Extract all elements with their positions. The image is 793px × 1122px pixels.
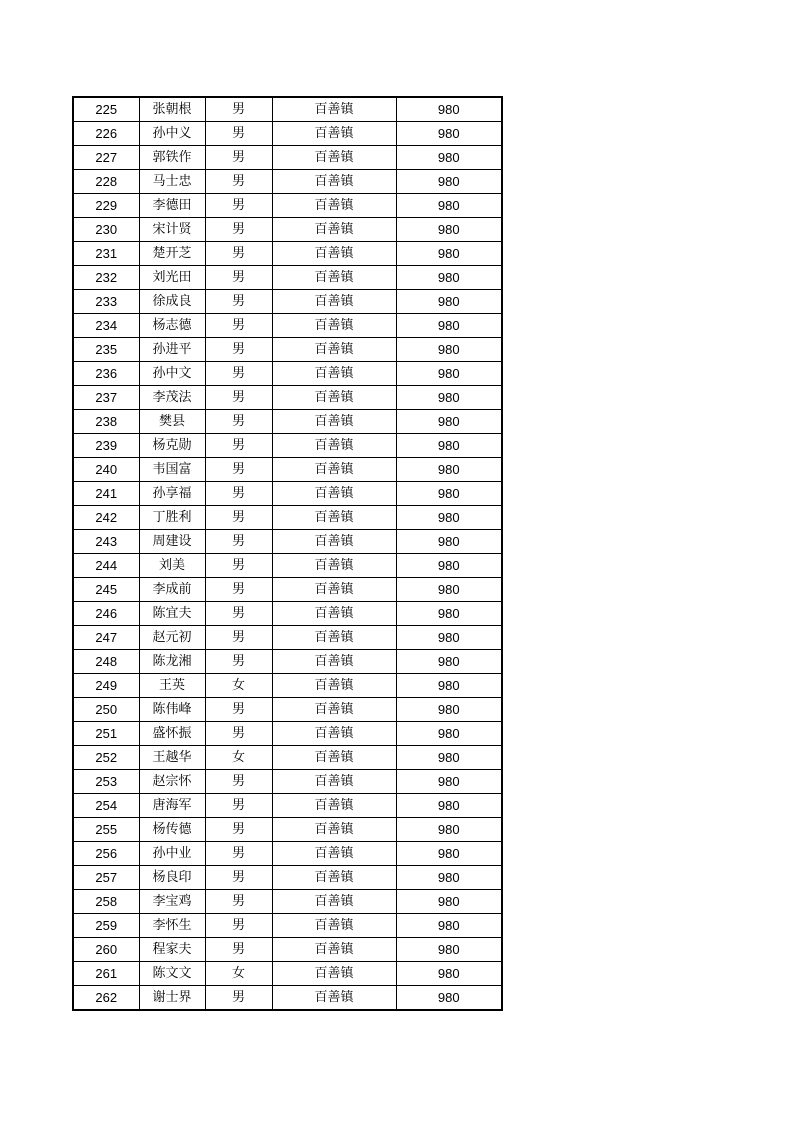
cell-number: 239 — [73, 434, 139, 458]
cell-name: 孙中业 — [139, 842, 205, 866]
cell-amount: 980 — [396, 530, 502, 554]
cell-amount: 980 — [396, 122, 502, 146]
cell-amount: 980 — [396, 410, 502, 434]
cell-gender: 男 — [205, 530, 272, 554]
cell-name: 李宝鸡 — [139, 890, 205, 914]
cell-name: 韦国富 — [139, 458, 205, 482]
cell-name: 杨良印 — [139, 866, 205, 890]
cell-number: 237 — [73, 386, 139, 410]
cell-name: 张朝根 — [139, 97, 205, 122]
cell-number: 255 — [73, 818, 139, 842]
cell-number: 227 — [73, 146, 139, 170]
cell-amount: 980 — [396, 506, 502, 530]
cell-gender: 男 — [205, 338, 272, 362]
cell-gender: 男 — [205, 554, 272, 578]
cell-town: 百善镇 — [272, 338, 396, 362]
cell-gender: 男 — [205, 314, 272, 338]
cell-number: 262 — [73, 986, 139, 1011]
cell-amount: 980 — [396, 842, 502, 866]
cell-name: 程家夫 — [139, 938, 205, 962]
table-row — [73, 938, 502, 962]
table-row — [73, 674, 502, 698]
cell-amount: 980 — [396, 290, 502, 314]
cell-number: 230 — [73, 218, 139, 242]
cell-name: 刘光田 — [139, 266, 205, 290]
cell-gender: 男 — [205, 986, 272, 1011]
cell-gender: 男 — [205, 650, 272, 674]
cell-number: 231 — [73, 242, 139, 266]
cell-number: 256 — [73, 842, 139, 866]
table-row — [73, 530, 502, 554]
cell-town: 百善镇 — [272, 722, 396, 746]
cell-number: 246 — [73, 602, 139, 626]
cell-gender: 男 — [205, 122, 272, 146]
table-row — [73, 434, 502, 458]
cell-gender: 男 — [205, 242, 272, 266]
cell-amount: 980 — [396, 578, 502, 602]
cell-number: 254 — [73, 794, 139, 818]
cell-number: 260 — [73, 938, 139, 962]
cell-gender: 男 — [205, 362, 272, 386]
cell-number: 228 — [73, 170, 139, 194]
table-row — [73, 746, 502, 770]
table-row — [73, 914, 502, 938]
cell-amount: 980 — [396, 770, 502, 794]
cell-town: 百善镇 — [272, 818, 396, 842]
cell-name: 孙进平 — [139, 338, 205, 362]
cell-name: 李成前 — [139, 578, 205, 602]
cell-number: 240 — [73, 458, 139, 482]
table-row — [73, 698, 502, 722]
table-row — [73, 362, 502, 386]
cell-number: 253 — [73, 770, 139, 794]
cell-town: 百善镇 — [272, 482, 396, 506]
cell-amount: 980 — [396, 386, 502, 410]
table-row — [73, 650, 502, 674]
cell-amount: 980 — [396, 674, 502, 698]
cell-town: 百善镇 — [272, 770, 396, 794]
cell-amount: 980 — [396, 938, 502, 962]
cell-number: 236 — [73, 362, 139, 386]
cell-town: 百善镇 — [272, 962, 396, 986]
cell-name: 孙中文 — [139, 362, 205, 386]
cell-amount: 980 — [396, 146, 502, 170]
cell-amount: 980 — [396, 746, 502, 770]
roster-table — [72, 96, 503, 1011]
cell-number: 238 — [73, 410, 139, 434]
table-row — [73, 218, 502, 242]
cell-number: 259 — [73, 914, 139, 938]
table-row — [73, 290, 502, 314]
table-row — [73, 97, 502, 122]
table-row — [73, 794, 502, 818]
table-row — [73, 626, 502, 650]
table-row — [73, 890, 502, 914]
cell-gender: 男 — [205, 794, 272, 818]
table-row — [73, 458, 502, 482]
cell-town: 百善镇 — [272, 554, 396, 578]
cell-number: 257 — [73, 866, 139, 890]
cell-number: 233 — [73, 290, 139, 314]
cell-town: 百善镇 — [272, 314, 396, 338]
cell-number: 248 — [73, 650, 139, 674]
cell-town: 百善镇 — [272, 674, 396, 698]
cell-name: 杨克勋 — [139, 434, 205, 458]
cell-number: 243 — [73, 530, 139, 554]
cell-name: 刘美 — [139, 554, 205, 578]
cell-gender: 女 — [205, 962, 272, 986]
cell-gender: 男 — [205, 722, 272, 746]
cell-town: 百善镇 — [272, 242, 396, 266]
cell-number: 247 — [73, 626, 139, 650]
cell-number: 226 — [73, 122, 139, 146]
cell-amount: 980 — [396, 650, 502, 674]
cell-town: 百善镇 — [272, 97, 396, 122]
cell-name: 李茂法 — [139, 386, 205, 410]
cell-amount: 980 — [396, 722, 502, 746]
cell-gender: 男 — [205, 938, 272, 962]
cell-gender: 男 — [205, 770, 272, 794]
table-row — [73, 962, 502, 986]
cell-town: 百善镇 — [272, 218, 396, 242]
cell-town: 百善镇 — [272, 194, 396, 218]
cell-name: 陈文文 — [139, 962, 205, 986]
cell-amount: 980 — [396, 890, 502, 914]
table-row — [73, 386, 502, 410]
cell-amount: 980 — [396, 242, 502, 266]
cell-gender: 男 — [205, 97, 272, 122]
table-row — [73, 842, 502, 866]
cell-name: 孙中义 — [139, 122, 205, 146]
cell-amount: 980 — [396, 602, 502, 626]
cell-amount: 980 — [396, 266, 502, 290]
cell-gender: 男 — [205, 194, 272, 218]
cell-amount: 980 — [396, 914, 502, 938]
cell-gender: 女 — [205, 746, 272, 770]
table-row — [73, 410, 502, 434]
cell-amount: 980 — [396, 554, 502, 578]
cell-amount: 980 — [396, 338, 502, 362]
cell-town: 百善镇 — [272, 458, 396, 482]
cell-number: 225 — [73, 97, 139, 122]
cell-name: 孙享福 — [139, 482, 205, 506]
cell-town: 百善镇 — [272, 698, 396, 722]
cell-gender: 男 — [205, 578, 272, 602]
cell-number: 235 — [73, 338, 139, 362]
cell-town: 百善镇 — [272, 914, 396, 938]
cell-gender: 男 — [205, 170, 272, 194]
cell-gender: 男 — [205, 146, 272, 170]
cell-gender: 男 — [205, 290, 272, 314]
cell-town: 百善镇 — [272, 146, 396, 170]
cell-town: 百善镇 — [272, 866, 396, 890]
cell-town: 百善镇 — [272, 746, 396, 770]
table-row — [73, 338, 502, 362]
cell-name: 马士忠 — [139, 170, 205, 194]
cell-gender: 男 — [205, 410, 272, 434]
cell-name: 谢士界 — [139, 986, 205, 1011]
table-row — [73, 866, 502, 890]
cell-town: 百善镇 — [272, 434, 396, 458]
cell-town: 百善镇 — [272, 122, 396, 146]
cell-name: 郭铁作 — [139, 146, 205, 170]
cell-number: 261 — [73, 962, 139, 986]
cell-name: 周建设 — [139, 530, 205, 554]
cell-name: 王越华 — [139, 746, 205, 770]
cell-name: 丁胜利 — [139, 506, 205, 530]
cell-name: 楚开芝 — [139, 242, 205, 266]
roster-table-body — [73, 97, 502, 1010]
cell-name: 盛怀振 — [139, 722, 205, 746]
cell-name: 徐成良 — [139, 290, 205, 314]
cell-name: 杨传德 — [139, 818, 205, 842]
table-row — [73, 146, 502, 170]
cell-amount: 980 — [396, 818, 502, 842]
table-row — [73, 602, 502, 626]
cell-gender: 男 — [205, 698, 272, 722]
cell-town: 百善镇 — [272, 890, 396, 914]
cell-number: 245 — [73, 578, 139, 602]
cell-town: 百善镇 — [272, 290, 396, 314]
cell-town: 百善镇 — [272, 170, 396, 194]
cell-gender: 男 — [205, 626, 272, 650]
cell-gender: 男 — [205, 602, 272, 626]
cell-town: 百善镇 — [272, 986, 396, 1011]
table-row — [73, 770, 502, 794]
cell-amount: 980 — [396, 434, 502, 458]
cell-town: 百善镇 — [272, 266, 396, 290]
cell-gender: 男 — [205, 218, 272, 242]
cell-amount: 980 — [396, 698, 502, 722]
cell-name: 赵元初 — [139, 626, 205, 650]
table-row — [73, 242, 502, 266]
cell-town: 百善镇 — [272, 530, 396, 554]
cell-gender: 男 — [205, 386, 272, 410]
cell-amount: 980 — [396, 314, 502, 338]
table-row — [73, 554, 502, 578]
cell-number: 250 — [73, 698, 139, 722]
cell-number: 258 — [73, 890, 139, 914]
cell-name: 唐海军 — [139, 794, 205, 818]
table-row — [73, 170, 502, 194]
cell-number: 241 — [73, 482, 139, 506]
cell-amount: 980 — [396, 458, 502, 482]
cell-name: 李德田 — [139, 194, 205, 218]
cell-amount: 980 — [396, 866, 502, 890]
cell-amount: 980 — [396, 362, 502, 386]
table-row — [73, 506, 502, 530]
table-row — [73, 482, 502, 506]
cell-number: 232 — [73, 266, 139, 290]
cell-town: 百善镇 — [272, 362, 396, 386]
cell-town: 百善镇 — [272, 410, 396, 434]
cell-number: 249 — [73, 674, 139, 698]
cell-gender: 男 — [205, 842, 272, 866]
cell-amount: 980 — [396, 962, 502, 986]
cell-number: 252 — [73, 746, 139, 770]
cell-name: 李怀生 — [139, 914, 205, 938]
cell-town: 百善镇 — [272, 842, 396, 866]
cell-name: 陈伟峰 — [139, 698, 205, 722]
cell-gender: 男 — [205, 866, 272, 890]
cell-town: 百善镇 — [272, 506, 396, 530]
cell-gender: 男 — [205, 434, 272, 458]
table-row — [73, 722, 502, 746]
cell-amount: 980 — [396, 170, 502, 194]
cell-gender: 男 — [205, 914, 272, 938]
cell-gender: 男 — [205, 266, 272, 290]
cell-gender: 男 — [205, 890, 272, 914]
cell-name: 赵宗怀 — [139, 770, 205, 794]
cell-gender: 男 — [205, 818, 272, 842]
cell-amount: 980 — [396, 794, 502, 818]
cell-name: 宋计贤 — [139, 218, 205, 242]
cell-number: 242 — [73, 506, 139, 530]
table-row — [73, 122, 502, 146]
cell-name: 杨志德 — [139, 314, 205, 338]
cell-gender: 女 — [205, 674, 272, 698]
cell-town: 百善镇 — [272, 578, 396, 602]
table-row — [73, 314, 502, 338]
table-row — [73, 194, 502, 218]
cell-town: 百善镇 — [272, 650, 396, 674]
cell-amount: 980 — [396, 986, 502, 1011]
cell-number: 251 — [73, 722, 139, 746]
cell-number: 229 — [73, 194, 139, 218]
cell-amount: 980 — [396, 97, 502, 122]
cell-number: 234 — [73, 314, 139, 338]
cell-gender: 男 — [205, 482, 272, 506]
cell-name: 陈龙湘 — [139, 650, 205, 674]
cell-town: 百善镇 — [272, 794, 396, 818]
cell-name: 樊县 — [139, 410, 205, 434]
cell-town: 百善镇 — [272, 386, 396, 410]
cell-amount: 980 — [396, 218, 502, 242]
cell-town: 百善镇 — [272, 626, 396, 650]
table-row — [73, 986, 502, 1011]
cell-amount: 980 — [396, 626, 502, 650]
cell-name: 陈宜夫 — [139, 602, 205, 626]
cell-gender: 男 — [205, 506, 272, 530]
cell-gender: 男 — [205, 458, 272, 482]
cell-amount: 980 — [396, 194, 502, 218]
table-row — [73, 578, 502, 602]
cell-number: 244 — [73, 554, 139, 578]
table-row — [73, 818, 502, 842]
cell-name: 王英 — [139, 674, 205, 698]
cell-amount: 980 — [396, 482, 502, 506]
cell-town: 百善镇 — [272, 938, 396, 962]
cell-town: 百善镇 — [272, 602, 396, 626]
table-row — [73, 266, 502, 290]
